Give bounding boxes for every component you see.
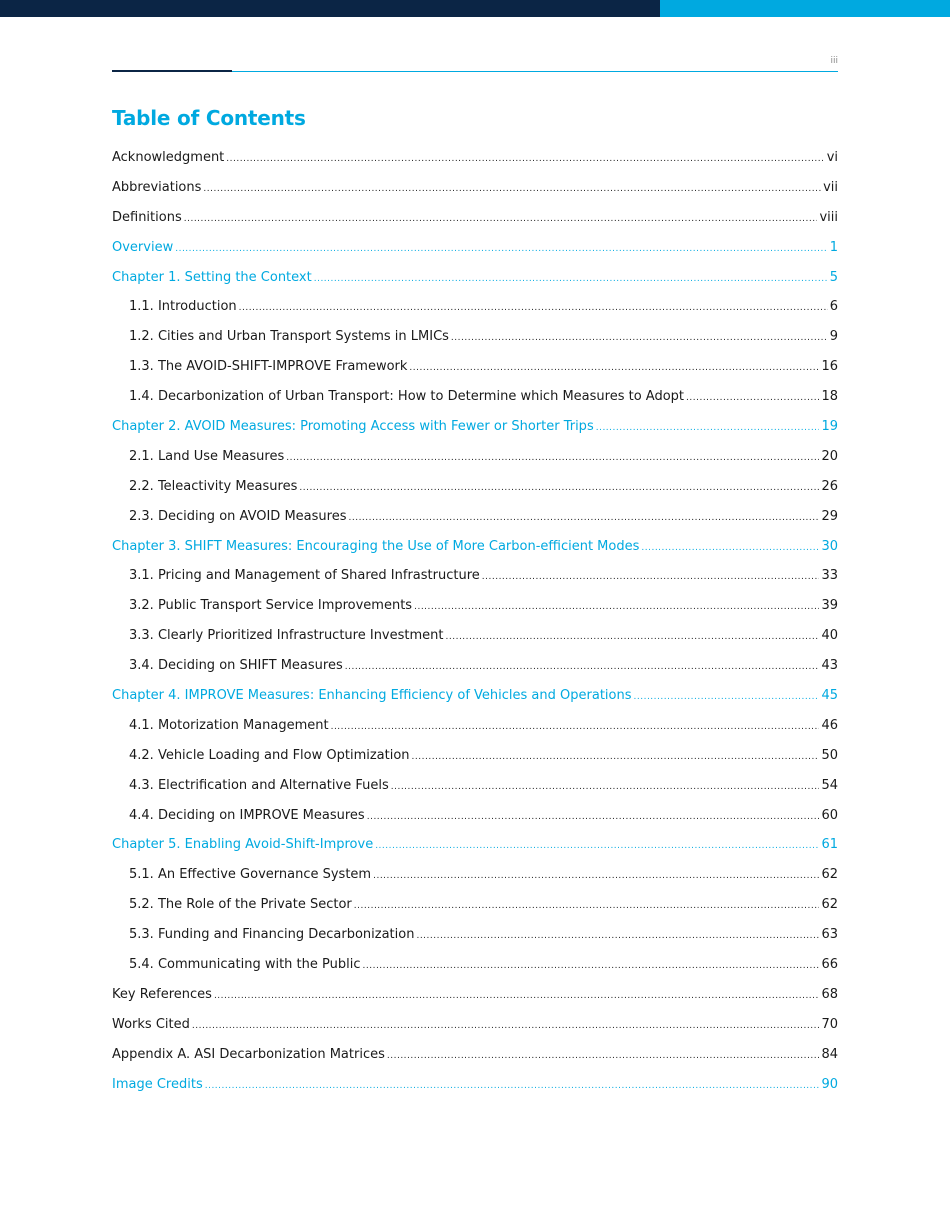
dot-leader (391, 773, 820, 803)
toc-entry-label[interactable]: Chapter 4. IMPROVE Measures: Enhancing Efficiency of Vehicles and Operations (112, 688, 632, 704)
toc-entry-page[interactable]: 70 (821, 1016, 838, 1032)
toc-entry-label[interactable]: 4.1. Motorization Management (129, 717, 329, 733)
dot-leader (416, 922, 819, 952)
toc-entry[interactable] (112, 472, 838, 502)
toc-entry-page[interactable]: 46 (821, 717, 838, 733)
toc-entry-page[interactable]: 50 (821, 747, 838, 763)
dot-leader (175, 235, 828, 265)
toc-entry-label[interactable]: Chapter 2. AVOID Measures: Promoting Access with Fewer or Shorter Trips (112, 419, 594, 435)
dot-leader (686, 384, 819, 414)
dot-leader (375, 832, 819, 862)
toc-entry[interactable] (112, 292, 838, 322)
toc-entry-label[interactable]: Chapter 3. SHIFT Measures: Encouraging the Use of More Carbon-efficient Modes (112, 538, 640, 554)
toc-entry[interactable] (112, 651, 838, 681)
dot-leader (354, 892, 820, 922)
table-of-contents (112, 143, 838, 1100)
toc-entry-page[interactable]: 61 (821, 837, 838, 853)
toc-entry-label[interactable]: Appendix A. ASI Decarbonization Matrices (112, 1046, 385, 1062)
toc-entry[interactable] (112, 442, 838, 472)
toc-entry[interactable] (112, 621, 838, 651)
dot-leader (331, 713, 820, 743)
dot-leader (299, 474, 819, 504)
toc-entry-page[interactable]: 68 (821, 986, 838, 1002)
toc-entry[interactable] (112, 1070, 838, 1100)
dot-leader (239, 294, 828, 324)
toc-entry-page[interactable]: 63 (821, 927, 838, 943)
toc-entry-page[interactable]: 5 (829, 269, 838, 285)
toc-entry[interactable] (112, 143, 838, 173)
dot-leader (412, 743, 820, 773)
toc-entry[interactable] (112, 1040, 838, 1070)
toc-entry[interactable] (112, 502, 838, 532)
toc-entry-label[interactable]: 1.2. Cities and Urban Transport Systems in LMICs (129, 329, 449, 345)
toc-entry-page[interactable]: 1 (829, 239, 838, 255)
toc-entry[interactable] (112, 173, 838, 203)
toc-entry-label[interactable]: 4.4. Deciding on IMPROVE Measures (129, 807, 365, 823)
toc-entry[interactable] (112, 263, 838, 293)
dot-leader (387, 1042, 820, 1072)
dot-leader (373, 862, 819, 892)
toc-entry[interactable] (112, 711, 838, 741)
dot-leader (596, 414, 820, 444)
toc-entry-page[interactable]: 90 (821, 1076, 838, 1092)
toc-entry-label[interactable]: 5.4. Communicating with the Public (129, 957, 361, 973)
toc-entry-label[interactable]: Works Cited (112, 1016, 190, 1032)
toc-entry-label[interactable]: 1.1. Introduction (129, 299, 237, 315)
toc-entry-page[interactable]: 16 (821, 359, 838, 375)
toc-entry-page[interactable]: viii (819, 209, 838, 225)
toc-entry[interactable] (112, 801, 838, 831)
toc-entry-label[interactable]: 5.3. Funding and Financing Decarbonization (129, 927, 415, 943)
toc-entry[interactable] (112, 920, 838, 950)
toc-entry-page[interactable]: 6 (829, 299, 838, 315)
toc-entry[interactable] (112, 412, 838, 442)
toc-entry[interactable] (112, 203, 838, 233)
toc-entry[interactable] (112, 591, 838, 621)
toc-entry-label[interactable]: 3.3. Clearly Prioritized Infrastructure Investment (129, 628, 444, 644)
dot-leader (446, 623, 820, 653)
header-rule-blue (232, 71, 838, 72)
dot-leader (451, 324, 828, 354)
toc-entry-label[interactable]: Definitions (112, 209, 182, 225)
toc-entry-page[interactable]: 84 (821, 1046, 838, 1062)
dot-leader (363, 952, 820, 982)
toc-entry-label[interactable]: Chapter 5. Enabling Avoid-Shift-Improve (112, 837, 374, 853)
toc-entry-page[interactable]: 9 (829, 329, 838, 345)
toc-entry-page[interactable]: 62 (821, 867, 838, 883)
toc-entry[interactable] (112, 532, 838, 562)
toc-entry-page[interactable]: 40 (821, 628, 838, 644)
toc-entry[interactable] (112, 950, 838, 980)
toc-entry-page[interactable]: 62 (821, 897, 838, 913)
toc-entry-page[interactable]: 19 (821, 419, 838, 435)
toc-entry-page[interactable]: 39 (821, 598, 838, 614)
header-band-dark (0, 0, 660, 17)
toc-entry-label[interactable]: 3.4. Deciding on SHIFT Measures (129, 658, 343, 674)
toc-entry[interactable] (112, 233, 838, 263)
toc-entry-label[interactable]: Acknowledgment (112, 150, 225, 165)
dot-leader (226, 145, 824, 175)
dot-leader (214, 982, 820, 1012)
toc-entry-page[interactable]: 66 (821, 957, 838, 973)
toc-entry-label[interactable]: Key References (112, 986, 212, 1002)
toc-entry-label[interactable]: 2.2. Teleactivity Measures (129, 478, 298, 494)
page-title: Table of Contents (112, 106, 306, 130)
toc-entry-page[interactable]: 43 (821, 658, 838, 674)
toc-entry-label[interactable]: 4.3. Electrification and Alternative Fuels (129, 777, 389, 793)
toc-entry-label[interactable]: Overview (112, 239, 174, 255)
dot-leader (348, 504, 819, 534)
toc-entry-label[interactable]: 2.1. Land Use Measures (129, 448, 285, 464)
toc-entry-label[interactable]: 2.3. Deciding on AVOID Measures (129, 508, 347, 524)
dot-leader (184, 205, 818, 235)
toc-entry-page[interactable]: 54 (821, 777, 838, 793)
dot-leader (634, 683, 820, 713)
dot-leader (409, 354, 819, 384)
toc-entry-label[interactable]: 4.2. Vehicle Loading and Flow Optimization (129, 747, 410, 763)
toc-entry[interactable] (112, 681, 838, 711)
toc-entry[interactable] (112, 741, 838, 771)
toc-entry-label[interactable]: Image Credits (112, 1076, 203, 1092)
dot-leader (203, 175, 821, 205)
toc-entry[interactable] (112, 561, 838, 591)
dot-leader (482, 563, 820, 593)
toc-entry-page[interactable]: 26 (821, 478, 838, 494)
toc-entry-page[interactable]: 18 (821, 389, 838, 405)
header-band-blue (660, 0, 950, 17)
toc-entry-label[interactable]: Chapter 1. Setting the Context (112, 269, 312, 285)
dot-leader (192, 1012, 820, 1042)
page-number: iii (830, 56, 838, 66)
toc-entry-page[interactable]: 29 (821, 508, 838, 524)
dot-leader (367, 803, 820, 833)
toc-entry-label[interactable]: 3.2. Public Transport Service Improvements (129, 598, 413, 614)
toc-entry[interactable] (112, 830, 838, 860)
toc-entry[interactable] (112, 1010, 838, 1040)
toc-entry[interactable] (112, 352, 838, 382)
toc-entry-page[interactable]: 33 (821, 568, 838, 584)
header-rule-dark (112, 70, 232, 72)
toc-entry-page[interactable]: vii (823, 179, 838, 195)
toc-entry[interactable] (112, 860, 838, 890)
dot-leader (345, 653, 820, 683)
toc-entry[interactable] (112, 771, 838, 801)
toc-entry-page[interactable]: 30 (821, 538, 838, 554)
toc-entry-label[interactable]: Abbreviations (112, 179, 202, 195)
toc-entry-label[interactable]: 3.1. Pricing and Management of Shared Infrastructure (129, 568, 480, 584)
dot-leader (314, 265, 828, 295)
toc-entry-page[interactable]: 20 (821, 448, 838, 464)
toc-entry-label[interactable]: 5.1. An Effective Governance System (129, 867, 372, 883)
dot-leader (286, 444, 819, 474)
toc-entry[interactable] (112, 980, 838, 1010)
toc-entry-page[interactable]: 60 (821, 807, 838, 823)
toc-entry-label[interactable]: 5.2. The Role of the Private Sector (129, 897, 352, 913)
toc-entry[interactable] (112, 890, 838, 920)
toc-entry-label[interactable]: 1.4. Decarbonization of Urban Transport: How to Determine which Measures to Adopt (129, 389, 685, 405)
toc-entry[interactable] (112, 382, 838, 412)
toc-entry-page[interactable]: vi (826, 150, 838, 165)
toc-entry-page[interactable]: 45 (821, 688, 838, 704)
dot-leader (414, 593, 819, 623)
dot-leader (641, 534, 819, 564)
toc-entry-label[interactable]: 1.3. The AVOID-SHIFT-IMPROVE Framework (129, 359, 408, 375)
dot-leader (205, 1072, 820, 1102)
toc-entry[interactable] (112, 322, 838, 352)
